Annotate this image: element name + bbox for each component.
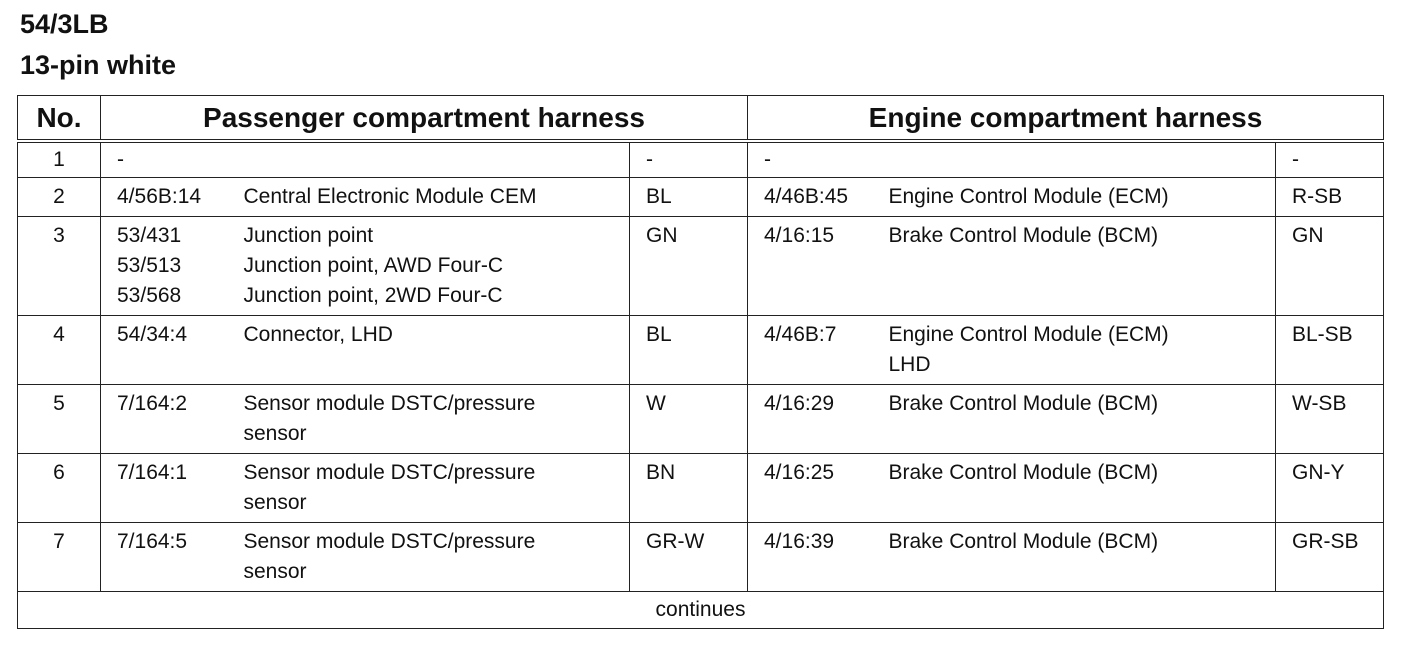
pin-number-text: 3 [53, 224, 65, 247]
header-engine-harness: Engine compartment harness [748, 96, 1384, 142]
pin-number [18, 217, 101, 316]
passenger-connector-ref-line: 7/164:1 [117, 461, 188, 484]
passenger-connector-ref-line: 7/164:2 [117, 392, 188, 415]
pin-number [18, 178, 101, 217]
passenger-description [244, 385, 630, 454]
passenger-description-line: sensor [243, 560, 307, 583]
engine-wire-color [1276, 523, 1384, 592]
passenger-description-line: sensor [243, 422, 307, 445]
engine-connector-ref-line: 4/46B:45 [764, 185, 849, 208]
engine-connector-ref-line: 4/46B:7 [764, 323, 837, 346]
passenger-description-line: sensor [243, 491, 307, 514]
passenger-wire-color-text: - [646, 148, 653, 171]
engine-wire-color-text: GR-SB [1292, 530, 1359, 553]
engine-connector-ref [748, 316, 889, 385]
pin-number-text: 6 [53, 461, 65, 484]
passenger-connector-ref-line: - [117, 148, 124, 171]
passenger-wire-color-text: GR-W [646, 530, 705, 553]
engine-description-line: Brake Control Module (BCM) [888, 461, 1159, 484]
engine-description-line: Engine Control Module (ECM) [888, 185, 1169, 208]
passenger-description [244, 523, 630, 592]
passenger-connector-ref-line: 53/513 [117, 254, 182, 277]
engine-connector-ref-line: 4/16:25 [764, 461, 835, 484]
passenger-connector-ref [101, 385, 244, 454]
engine-wire-color-text: R-SB [1292, 185, 1343, 208]
passenger-description [244, 316, 630, 385]
engine-connector-ref-line: - [764, 148, 771, 171]
pin-number-text: 4 [53, 323, 65, 346]
passenger-description-line: Sensor module DSTC/pressure [243, 461, 536, 484]
passenger-connector-ref-line: 53/568 [117, 284, 182, 307]
engine-connector-ref-line: 4/16:39 [764, 530, 835, 553]
passenger-description-line: Junction point [243, 224, 374, 247]
connector-id-title: 54/3LB [20, 9, 109, 39]
passenger-description [244, 217, 630, 316]
table-row [18, 217, 1384, 316]
passenger-wire-color-text: GN [646, 224, 678, 247]
passenger-connector-ref [101, 316, 244, 385]
passenger-description-line: Sensor module DSTC/pressure [243, 530, 536, 553]
engine-wire-color [1276, 217, 1384, 316]
engine-connector-ref [748, 454, 889, 523]
passenger-wire-color [630, 141, 748, 178]
pin-number [18, 454, 101, 523]
passenger-wire-color-text: BL [646, 185, 672, 208]
passenger-description-line: Central Electronic Module CEM [243, 185, 537, 208]
pin-number-text: 5 [53, 392, 65, 415]
engine-connector-ref [748, 523, 889, 592]
engine-connector-ref [748, 385, 889, 454]
engine-connector-ref [748, 141, 889, 178]
engine-wire-color-text: GN [1292, 224, 1324, 247]
pin-number-text: 2 [53, 185, 65, 208]
engine-description [889, 178, 1276, 217]
engine-description-line: Brake Control Module (BCM) [888, 530, 1159, 553]
passenger-wire-color-text: BL [646, 323, 672, 346]
passenger-wire-color [630, 178, 748, 217]
engine-wire-color-text: - [1292, 148, 1299, 171]
table-row [18, 385, 1384, 454]
engine-wire-color-text: BL-SB [1292, 323, 1353, 346]
connector-type-subtitle: 13-pin white [20, 50, 177, 80]
passenger-connector-ref [101, 178, 244, 217]
pin-number-text: 7 [53, 530, 65, 553]
table-body [18, 141, 1384, 629]
engine-connector-ref [748, 217, 889, 316]
engine-wire-color [1276, 454, 1384, 523]
header-no: No. [18, 96, 101, 142]
passenger-connector-ref [101, 454, 244, 523]
passenger-description-line: Junction point, AWD Four-C [243, 254, 503, 277]
engine-wire-color [1276, 385, 1384, 454]
engine-description [889, 141, 1276, 178]
passenger-description [244, 178, 630, 217]
passenger-connector-ref [101, 523, 244, 592]
engine-wire-color [1276, 178, 1384, 217]
passenger-connector-ref [101, 141, 244, 178]
passenger-connector-ref-line: 53/431 [117, 224, 182, 247]
passenger-description [244, 454, 630, 523]
continues-note: continues [18, 592, 1384, 629]
engine-description-line: Brake Control Module (BCM) [888, 224, 1159, 247]
passenger-wire-color [630, 316, 748, 385]
table-row [18, 454, 1384, 523]
engine-wire-color-text: GN-Y [1292, 461, 1345, 484]
engine-description-line: LHD [888, 353, 931, 376]
pin-number [18, 523, 101, 592]
table-row [18, 523, 1384, 592]
passenger-description [244, 141, 630, 178]
passenger-connector-ref-line: 4/56B:14 [117, 185, 202, 208]
engine-connector-ref [748, 178, 889, 217]
passenger-description-line: Sensor module DSTC/pressure [243, 392, 536, 415]
passenger-connector-ref [101, 217, 244, 316]
pin-number [18, 316, 101, 385]
pinout-table [17, 95, 1384, 629]
engine-wire-color [1276, 141, 1384, 178]
table-row [18, 316, 1384, 385]
pin-number [18, 141, 101, 178]
engine-description [889, 454, 1276, 523]
engine-wire-color [1276, 316, 1384, 385]
engine-connector-ref-line: 4/16:29 [764, 392, 835, 415]
engine-description [889, 316, 1276, 385]
passenger-wire-color-text: W [646, 392, 666, 415]
passenger-description-line: Junction point, 2WD Four-C [243, 284, 503, 307]
pin-number-text: 1 [53, 148, 65, 171]
pin-number [18, 385, 101, 454]
table-row [18, 141, 1384, 178]
passenger-connector-ref-line: 54/34:4 [117, 323, 188, 346]
footer-row [18, 592, 1384, 629]
engine-description [889, 385, 1276, 454]
engine-description [889, 217, 1276, 316]
passenger-wire-color [630, 385, 748, 454]
engine-wire-color-text: W-SB [1292, 392, 1347, 415]
header-passenger-harness: Passenger compartment harness [101, 96, 748, 142]
engine-connector-ref-line: 4/16:15 [764, 224, 835, 247]
table-row [18, 178, 1384, 217]
engine-description [889, 523, 1276, 592]
passenger-connector-ref-line: 7/164:5 [117, 530, 188, 553]
engine-description-line: Engine Control Module (ECM) [888, 323, 1169, 346]
passenger-wire-color [630, 454, 748, 523]
header-row [18, 96, 1384, 142]
passenger-description-line: Connector, LHD [243, 323, 393, 346]
passenger-wire-color [630, 217, 748, 316]
passenger-wire-color [630, 523, 748, 592]
passenger-wire-color-text: BN [646, 461, 676, 484]
engine-description-line: Brake Control Module (BCM) [888, 392, 1159, 415]
